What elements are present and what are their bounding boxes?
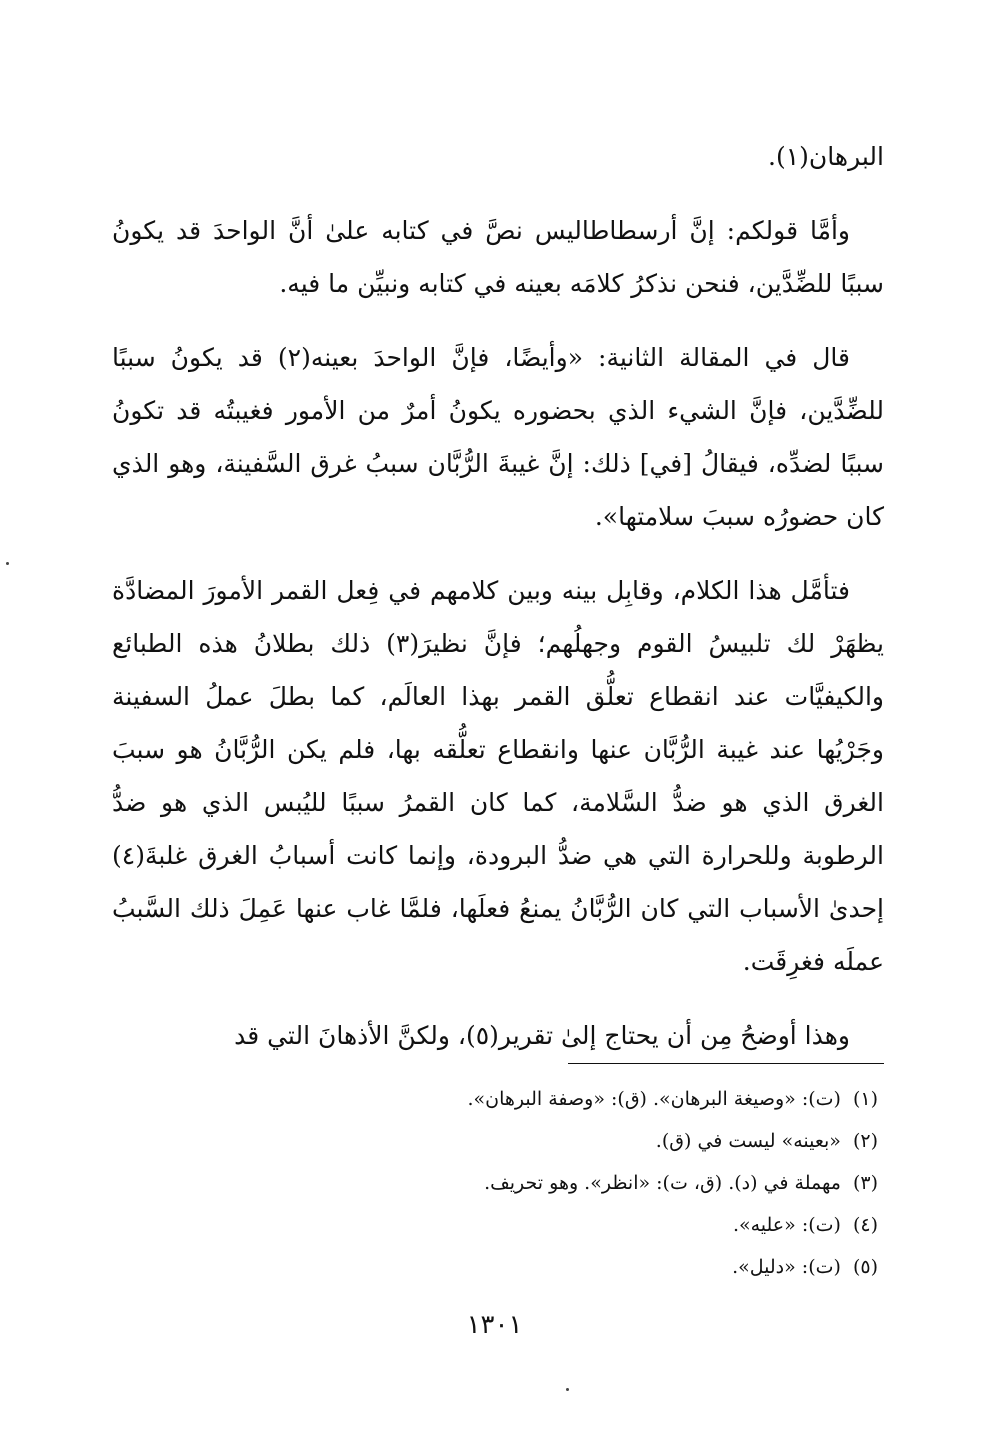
footnote-number: (٢)	[852, 1130, 878, 1152]
footnote	[112, 1120, 884, 1162]
footnote-text: مهملة في (د). (ق، ت): «انظر». وهو تحريف.	[484, 1172, 841, 1194]
paragraph: وهذا أوضحُ مِن أن يحتاج إلىٰ تقرير(٥)، ولكنَّ الأذهانَ التي قد	[234, 1021, 850, 1050]
paragraph: فتأمَّل هذا الكلام، وقابِل بينه وبين كلامهم في فِعل القمر الأمورَ المضادَّة يظهَرْ لك تلبيسُ القوم وجهلُهم؛ فإنَّ نظيرَ(٣) ذلك بطلانُ هذه الطبائع والكيفيَّات عند انقطاع تعلُّق القمر بهذا العالَم، كما بطلَ عملُ السفينة وجَرْيُها عند غيبة الرُّبَّان عنها وانقطاع تعلُّقه بها، فلم يكن الرُّبَّانُ هو سببَ الغرق الذي هو ضدُّ السَّلامة، كما كان القمرُ سببًا لليُبس الذي هو ضدُّ الرطوبة وللحرارة التي هي ضدُّ البرودة، وإنما كانت أسبابُ الغرق غلبةَ(٤) إحدىٰ الأسباب التي كان الرُّبَّانُ يمنعُ فعلَها، فلمَّا غاب عنها عَمِلَ ذلك السَّببُ عملَه فغرِقَت.	[112, 576, 884, 976]
footnote-text: (ت): «عليه».	[732, 1214, 841, 1236]
footnote	[112, 1246, 884, 1288]
footnote-number: (٣)	[852, 1172, 878, 1194]
page-number: ١٣٠١	[466, 1310, 523, 1340]
footnote-text: (ت): «دليل».	[732, 1256, 841, 1278]
footnotes	[112, 1078, 884, 1288]
footnote-number: (١)	[852, 1088, 878, 1110]
footnote-text: «بعينه» ليست في (ق).	[655, 1130, 841, 1152]
footnote	[112, 1078, 884, 1120]
scan-speck	[566, 1388, 569, 1391]
footnote	[112, 1162, 884, 1204]
footnote-number: (٥)	[852, 1256, 878, 1278]
paragraph: قال في المقالة الثانية: «وأيضًا، فإنَّ الواحدَ بعينه(٢) قد يكونُ سببًا للضِّدَّين، فإنَّ الشيء الذي بحضوره يكونُ أمرٌ من الأمور فغيبتُه قد تكونُ سببًا لضدِّه، فيقالُ [في] ذلك: إنَّ غيبةَ الرُّبَّان سببُ غرق السَّفينة، وهو الذي كان حضورُه سببَ سلامتها».	[112, 343, 884, 531]
footnote-separator	[568, 1063, 884, 1064]
footnote-number: (٤)	[852, 1214, 878, 1236]
paragraph: وأمَّا قولكم: إنَّ أرسطاطاليس نصَّ في كتابه علىٰ أنَّ الواحدَ قد يكونُ سببًا للضِّدَّين، فنحن نذكرُ كلامَه بعينه في كتابه ونبيِّن ما فيه.	[112, 216, 884, 298]
footnote	[112, 1204, 884, 1246]
scan-speck	[6, 562, 9, 565]
paragraph: البرهان(١).	[768, 142, 884, 171]
main-text	[112, 130, 884, 1083]
footnote-text: (ت): «وصيغة البرهان». (ق): «وصفة البرهان».	[467, 1088, 841, 1110]
